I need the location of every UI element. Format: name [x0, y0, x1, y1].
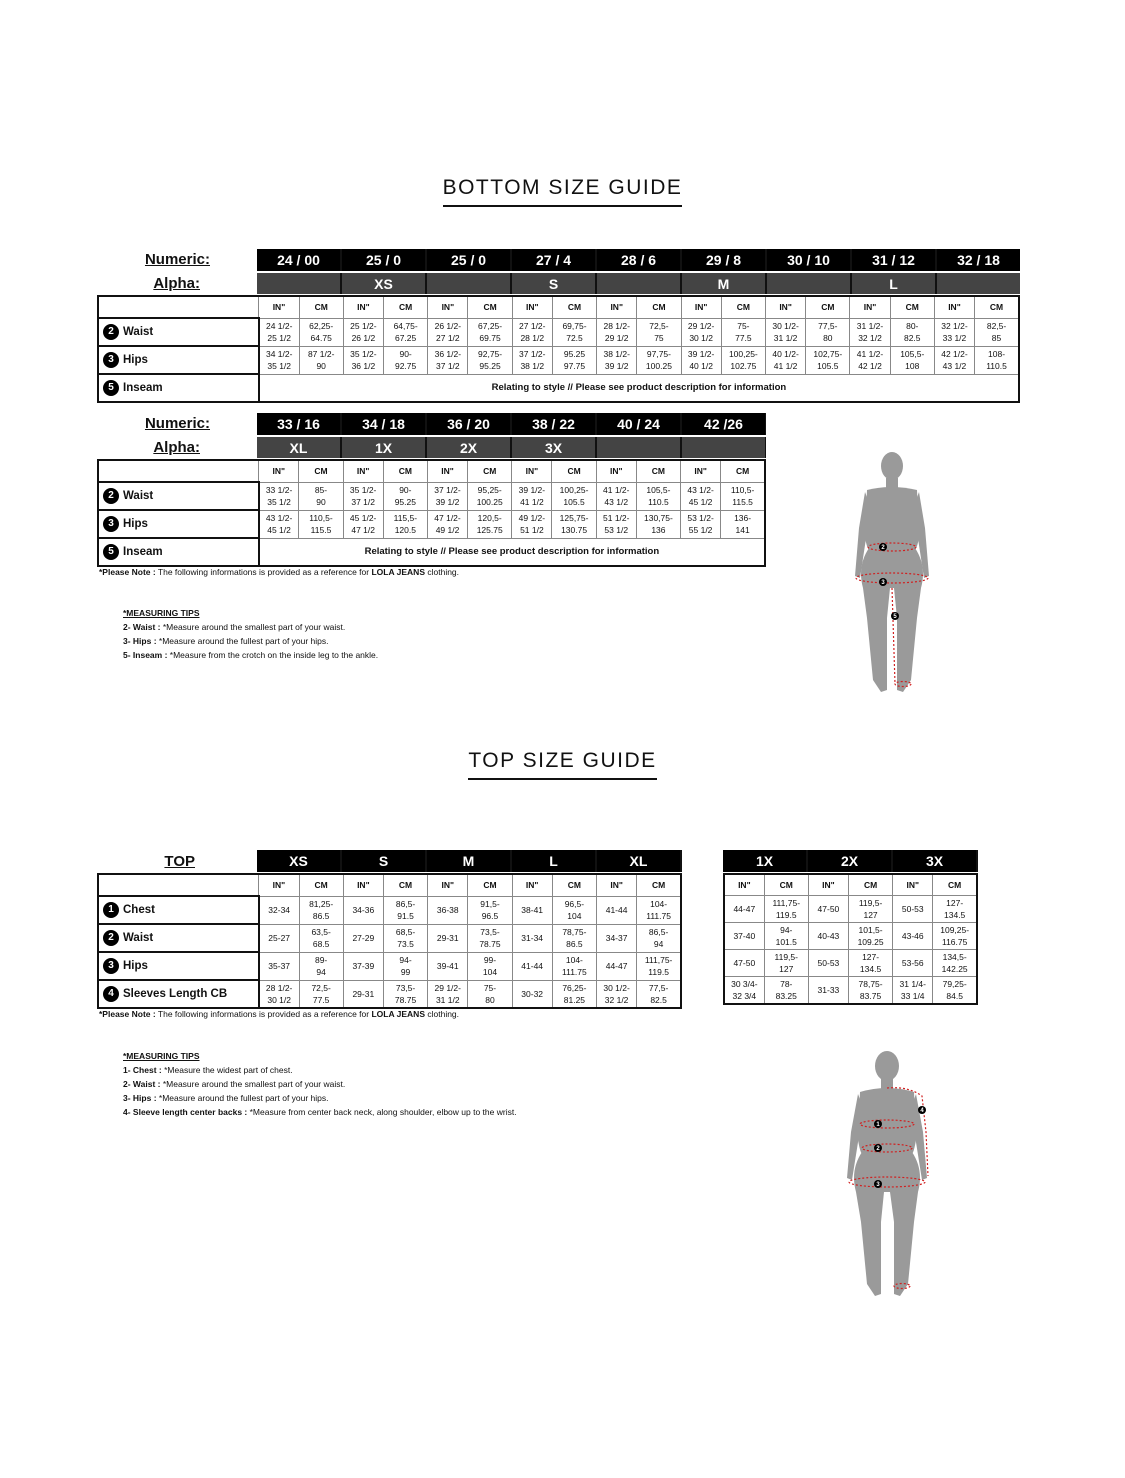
tip-item-1: 2- Waist : *Measure around the smallest part of your waist. — [123, 1079, 346, 1089]
numeric-size-7: 31 / 12 — [852, 249, 935, 271]
row-label-hips: 3 Hips — [98, 510, 259, 538]
cell-cm: 136- 141 — [721, 510, 765, 538]
alpha-size-2-1: 1X — [342, 437, 425, 458]
row-label-waist: 2 Waist — [98, 318, 259, 346]
cell-in: 50-53 — [893, 896, 933, 923]
cell-cm: 72,5- 75 — [637, 318, 681, 346]
cell-in: 40-43 — [808, 923, 848, 950]
unit-in: IN" — [512, 460, 552, 482]
unit-in: IN" — [259, 296, 299, 318]
measure-badge-label: 1 — [876, 1122, 880, 1128]
unit-in: IN" — [724, 874, 764, 896]
unit-in: IN" — [512, 874, 552, 896]
cell-cm: 82,5- 85 — [975, 318, 1019, 346]
unit-in: IN" — [765, 296, 805, 318]
top-size-0: XS — [257, 850, 340, 872]
unit-in: IN" — [681, 296, 721, 318]
tip-item-2: 5- Inseam : *Measure from the crotch on the inside leg to the ankle. — [123, 650, 379, 660]
tip-item-0: 2- Waist : *Measure around the smallest part of your waist. — [123, 622, 346, 632]
numeric-size-1: 25 / 0 — [342, 249, 425, 271]
cell-in: 47-50 — [808, 896, 848, 923]
table-row-waist — [98, 924, 681, 952]
unit-in: IN" — [343, 874, 383, 896]
unit-in: IN" — [597, 296, 637, 318]
alpha-label-2: Alpha: — [153, 439, 200, 456]
unit-row — [724, 874, 977, 896]
unit-in: IN" — [596, 460, 636, 482]
top-size-guide-title: TOP SIZE GUIDE — [0, 749, 1125, 780]
unit-cm: CM — [468, 460, 512, 482]
cell-in: 44-47 — [597, 952, 637, 980]
unit-in: IN" — [512, 296, 552, 318]
cell-in: 44-47 — [724, 896, 764, 923]
cell-cm: 78,75- 83.75 — [848, 977, 892, 1005]
numeric-size-4: 28 / 6 — [597, 249, 680, 271]
cell-in: 53-56 — [893, 950, 933, 977]
numeric-size-2-2: 36 / 20 — [427, 413, 510, 435]
tip-item-0: 1- Chest : *Measure the widest part of chest. — [123, 1065, 293, 1075]
cell-cm: 119,5- 127 — [764, 950, 808, 977]
inseam-note: Relating to style // Please see product description for information — [259, 538, 765, 566]
top-size-right-2: 3X — [893, 850, 976, 872]
cell-in: 32-34 — [259, 896, 299, 924]
numeric-size-header-2 — [257, 413, 766, 435]
table-row-chest — [724, 896, 977, 923]
unit-cm: CM — [848, 874, 892, 896]
cell-in: 51 1/2- 53 1/2 — [596, 510, 636, 538]
numeric-size-0: 24 / 00 — [257, 249, 340, 271]
cell-in: 30 1/2- 31 1/2 — [765, 318, 805, 346]
cell-in: 47-50 — [724, 950, 764, 977]
cell-cm: 101,5- 109.25 — [848, 923, 892, 950]
unit-row — [98, 460, 765, 482]
unit-cm: CM — [764, 874, 808, 896]
cell-in: 35 1/2- 36 1/2 — [343, 346, 383, 374]
cell-cm: 100,25- 102.75 — [721, 346, 765, 374]
row-label-sleeves: 4 Sleeves Length CB — [98, 980, 259, 1008]
cell-in: 33 1/2- 35 1/2 — [259, 482, 299, 510]
unit-cm: CM — [637, 296, 681, 318]
table-row-hips — [98, 346, 1019, 374]
cell-cm: 110,5- 115.5 — [721, 482, 765, 510]
unit-in: IN" — [259, 460, 299, 482]
cell-in: 28 1/2- 30 1/2 — [259, 980, 299, 1008]
unit-cm: CM — [299, 874, 343, 896]
top-size-table-left — [97, 873, 682, 1009]
cell-cm: 108- 110.5 — [975, 346, 1019, 374]
measure-badge-label: 2 — [881, 545, 885, 551]
cell-in: 29-31 — [343, 980, 383, 1008]
cell-cm: 62,25- 64.75 — [299, 318, 343, 346]
alpha-size-header-2 — [257, 437, 766, 458]
cell-in: 38 1/2- 39 1/2 — [597, 346, 637, 374]
table-row-waist — [98, 482, 765, 510]
cell-cm: 89- 94 — [299, 952, 343, 980]
cell-in: 31-33 — [808, 977, 848, 1005]
top-size-header-left — [257, 850, 682, 872]
cell-in: 34 1/2- 35 1/2 — [259, 346, 299, 374]
cell-in: 26 1/2- 27 1/2 — [428, 318, 468, 346]
bottom-size-table-2 — [97, 459, 766, 567]
alpha-size-5: M — [682, 273, 765, 294]
unit-cm: CM — [806, 296, 850, 318]
cell-in: 36 1/2- 37 1/2 — [428, 346, 468, 374]
cell-in: 41-44 — [597, 896, 637, 924]
alpha-size-2 — [427, 273, 510, 294]
alpha-size-2-3: 3X — [512, 437, 595, 458]
unit-row — [98, 296, 1019, 318]
cell-cm: 115,5- 120.5 — [383, 510, 427, 538]
cell-cm: 130,75- 136 — [636, 510, 680, 538]
cell-cm: 92,75- 95.25 — [468, 346, 512, 374]
numeric-size-8: 32 / 18 — [937, 249, 1020, 271]
cell-in: 35 1/2- 37 1/2 — [343, 482, 383, 510]
top-size-1: S — [342, 850, 425, 872]
cell-in: 35-37 — [259, 952, 299, 980]
cell-in: 53 1/2- 55 1/2 — [681, 510, 721, 538]
cell-cm: 90- 92.75 — [384, 346, 428, 374]
unit-cm: CM — [383, 460, 427, 482]
cell-cm: 127- 134.5 — [933, 896, 977, 923]
numeric-label: Numeric: — [144, 251, 210, 268]
table-row-chest — [98, 896, 681, 924]
measure-badge-label: 4 — [920, 1108, 924, 1114]
tip-item-2: 3- Hips : *Measure around the fullest part of your hips. — [123, 1093, 329, 1103]
number-badge-icon: 2 — [103, 488, 119, 504]
unit-cm: CM — [975, 296, 1019, 318]
cell-in: 31-34 — [512, 924, 552, 952]
measure-badge-label: 3 — [876, 1182, 880, 1188]
cell-in: 37 1/2- 39 1/2 — [427, 482, 467, 510]
table-row-waist — [724, 923, 977, 950]
table-row-waist — [98, 318, 1019, 346]
row-label-inseam: 5 Inseam — [98, 538, 259, 566]
unit-in: IN" — [808, 874, 848, 896]
table-row-hips — [98, 952, 681, 980]
unit-cm: CM — [552, 460, 596, 482]
unit-cm: CM — [721, 460, 765, 482]
alpha-size-4 — [597, 273, 680, 294]
number-badge-icon: 3 — [103, 516, 119, 532]
measure-badge-label: 3 — [881, 580, 885, 586]
cell-cm: 105,5- 108 — [890, 346, 934, 374]
cell-in: 47 1/2- 49 1/2 — [427, 510, 467, 538]
unit-cm: CM — [890, 296, 934, 318]
number-badge-icon: 4 — [103, 986, 119, 1002]
cell-cm: 68,5- 73.5 — [383, 924, 427, 952]
table-row-sleeves — [98, 980, 681, 1008]
cell-cm: 100,25- 105.5 — [552, 482, 596, 510]
measure-badge-label: 2 — [876, 1146, 880, 1152]
cell-in: 27-29 — [343, 924, 383, 952]
cell-cm: 81,25- 86.5 — [299, 896, 343, 924]
bottom-size-guide-title: BOTTOM SIZE GUIDE — [0, 176, 1125, 207]
cell-in: 29-31 — [428, 924, 468, 952]
alpha-size-6 — [767, 273, 850, 294]
cell-cm: 104- 111.75 — [637, 896, 681, 924]
alpha-size-8 — [937, 273, 1020, 294]
cell-cm: 69,75- 72.5 — [552, 318, 596, 346]
top-body-figure — [838, 1048, 938, 1302]
cell-in: 37-40 — [724, 923, 764, 950]
number-badge-icon: 1 — [103, 902, 119, 918]
cell-cm: 73,5- 78.75 — [468, 924, 512, 952]
cell-in: 42 1/2- 43 1/2 — [934, 346, 974, 374]
cell-cm: 86,5- 91.5 — [383, 896, 427, 924]
row-label-inseam: 5 Inseam — [98, 374, 259, 402]
unit-in: IN" — [259, 874, 299, 896]
cell-in: 25 1/2- 26 1/2 — [343, 318, 383, 346]
cell-cm: 127- 134.5 — [848, 950, 892, 977]
numeric-label-2: Numeric: — [144, 415, 210, 432]
top-size-table-right — [723, 873, 978, 1005]
top-size-header-right — [723, 850, 978, 872]
alpha-size-2-5 — [682, 437, 765, 458]
alpha-size-2-0: XL — [257, 437, 340, 458]
alpha-size-3: S — [512, 273, 595, 294]
number-badge-icon: 5 — [103, 380, 119, 396]
cell-in: 27 1/2- 28 1/2 — [512, 318, 552, 346]
alpha-size-1: XS — [342, 273, 425, 294]
cell-cm: 111,75- 119.5 — [764, 896, 808, 923]
unit-in: IN" — [343, 296, 383, 318]
unit-cm: CM — [552, 874, 596, 896]
cell-cm: 64,75- 67.25 — [384, 318, 428, 346]
cell-in: 31 1/2- 32 1/2 — [850, 318, 890, 346]
cell-in: 25-27 — [259, 924, 299, 952]
cell-cm: 76,25- 81.25 — [552, 980, 596, 1008]
cell-cm: 119,5- 127 — [848, 896, 892, 923]
top-please-note: *Please Note : The following informations is provided as a reference for LOLA JEANS clothing. — [99, 1009, 460, 1019]
cell-cm: 94- 99 — [383, 952, 427, 980]
cell-in: 39-41 — [428, 952, 468, 980]
numeric-size-header — [257, 249, 1020, 271]
cell-in: 40 1/2- 41 1/2 — [765, 346, 805, 374]
unit-in: IN" — [681, 460, 721, 482]
cell-in: 41 1/2- 42 1/2 — [850, 346, 890, 374]
bottom-size-table-1 — [97, 295, 1020, 403]
top-size-4: XL — [597, 850, 680, 872]
cell-in: 50-53 — [808, 950, 848, 977]
cell-cm: 63,5- 68.5 — [299, 924, 343, 952]
row-label-waist: 2 Waist — [98, 482, 259, 510]
unit-in: IN" — [893, 874, 933, 896]
unit-cm: CM — [637, 874, 681, 896]
cell-cm: 72,5- 77.5 — [299, 980, 343, 1008]
cell-cm: 125,75- 130.75 — [552, 510, 596, 538]
cell-cm: 79,25- 84.5 — [933, 977, 977, 1005]
cell-cm: 78,75- 86.5 — [552, 924, 596, 952]
cell-cm: 91,5- 96.5 — [468, 896, 512, 924]
table-row-inseam — [98, 538, 765, 566]
cell-in: 43-46 — [893, 923, 933, 950]
row-label-waist: 2 Waist — [98, 924, 259, 952]
cell-in: 30 1/2- 32 1/2 — [597, 980, 637, 1008]
cell-cm: 77,5- 80 — [806, 318, 850, 346]
cell-cm: 80- 82.5 — [890, 318, 934, 346]
number-badge-icon: 3 — [103, 352, 119, 368]
cell-in: 37 1/2- 38 1/2 — [512, 346, 552, 374]
alpha-size-2-2: 2X — [427, 437, 510, 458]
unit-in: IN" — [428, 874, 468, 896]
unit-cm: CM — [299, 296, 343, 318]
unit-in: IN" — [428, 296, 468, 318]
cell-cm: 78- 83.25 — [764, 977, 808, 1005]
cell-cm: 85- 90 — [299, 482, 343, 510]
top-size-right-1: 2X — [808, 850, 891, 872]
table-row-hips — [724, 950, 977, 977]
unit-in: IN" — [343, 460, 383, 482]
unit-cm: CM — [933, 874, 977, 896]
numeric-size-5: 29 / 8 — [682, 249, 765, 271]
cell-in: 38-41 — [512, 896, 552, 924]
alpha-size-0 — [257, 273, 340, 294]
cell-cm: 87 1/2- 90 — [299, 346, 343, 374]
unit-in: IN" — [597, 874, 637, 896]
unit-in: IN" — [934, 296, 974, 318]
cell-in: 29 1/2- 30 1/2 — [681, 318, 721, 346]
cell-in: 28 1/2- 29 1/2 — [597, 318, 637, 346]
cell-cm: 95.25 97.75 — [552, 346, 596, 374]
top-size-right-0: 1X — [723, 850, 806, 872]
cell-in: 31 1/4- 33 1/4 — [893, 977, 933, 1005]
number-badge-icon: 5 — [103, 544, 119, 560]
row-label-hips: 3 Hips — [98, 346, 259, 374]
cell-in: 41 1/2- 43 1/2 — [596, 482, 636, 510]
tip-item-3: 4- Sleeve length center backs : *Measure from center back neck, along shoulder, elbow up to the wrist. — [123, 1107, 517, 1117]
numeric-size-2-4: 40 / 24 — [597, 413, 680, 435]
cell-in: 37-39 — [343, 952, 383, 980]
number-badge-icon: 3 — [103, 958, 119, 974]
cell-cm: 96,5- 104 — [552, 896, 596, 924]
cell-cm: 111,75- 119.5 — [637, 952, 681, 980]
bottom-measuring-tips: *MEASURING TIPS 2- Waist : *Measure around the smallest part of your waist. 3- Hips : *Measure around the fullest part of your hips. 5- Inseam : *Measure from the crotch on the inside leg to the ankle. — [123, 608, 379, 660]
cell-in: 43 1/2- 45 1/2 — [681, 482, 721, 510]
unit-cm: CM — [636, 460, 680, 482]
cell-cm: 120,5- 125.75 — [468, 510, 512, 538]
cell-cm: 77,5- 82.5 — [637, 980, 681, 1008]
unit-cm: CM — [721, 296, 765, 318]
numeric-size-2: 25 / 0 — [427, 249, 510, 271]
cell-cm: 73,5- 78.75 — [383, 980, 427, 1008]
table-row-inseam — [98, 374, 1019, 402]
cell-cm: 90- 95.25 — [383, 482, 427, 510]
cell-in: 39 1/2- 41 1/2 — [512, 482, 552, 510]
cell-cm: 94- 101.5 — [764, 923, 808, 950]
number-badge-icon: 2 — [103, 324, 119, 340]
alpha-size-2-4 — [597, 437, 680, 458]
cell-in: 45 1/2- 47 1/2 — [343, 510, 383, 538]
numeric-size-6: 30 / 10 — [767, 249, 850, 271]
cell-in: 30-32 — [512, 980, 552, 1008]
cell-in: 41-44 — [512, 952, 552, 980]
cell-cm: 86,5- 94 — [637, 924, 681, 952]
unit-cm: CM — [552, 296, 596, 318]
cell-cm: 75- 77.5 — [721, 318, 765, 346]
table-row-sleeves — [724, 977, 977, 1005]
alpha-size-header — [257, 273, 1020, 294]
alpha-size-7: L — [852, 273, 935, 294]
cell-in: 36-38 — [428, 896, 468, 924]
table-row-hips — [98, 510, 765, 538]
unit-row — [98, 874, 681, 896]
cell-cm: 134,5- 142.25 — [933, 950, 977, 977]
numeric-size-2-0: 33 / 16 — [257, 413, 340, 435]
numeric-size-2-1: 34 / 18 — [342, 413, 425, 435]
unit-cm: CM — [468, 296, 512, 318]
cell-in: 24 1/2- 25 1/2 — [259, 318, 299, 346]
alpha-label: Alpha: — [153, 275, 200, 292]
cell-cm: 75- 80 — [468, 980, 512, 1008]
inseam-note: Relating to style // Please see product description for information — [259, 374, 1019, 402]
numeric-size-3: 27 / 4 — [512, 249, 595, 271]
cell-cm: 67,25- 69.75 — [468, 318, 512, 346]
cell-cm: 110,5- 115.5 — [299, 510, 343, 538]
cell-in: 29 1/2- 31 1/2 — [428, 980, 468, 1008]
cell-cm: 95,25- 100.25 — [468, 482, 512, 510]
cell-in: 34-37 — [597, 924, 637, 952]
unit-cm: CM — [299, 460, 343, 482]
top-label: TOP — [164, 853, 195, 870]
row-label-chest: 1 Chest — [98, 896, 259, 924]
numeric-size-2-5: 42 /26 — [682, 413, 765, 435]
top-size-3: L — [512, 850, 595, 872]
top-size-2: M — [427, 850, 510, 872]
unit-cm: CM — [383, 874, 427, 896]
number-badge-icon: 2 — [103, 930, 119, 946]
cell-cm: 99- 104 — [468, 952, 512, 980]
cell-cm: 105,5- 110.5 — [636, 482, 680, 510]
cell-cm: 97,75- 100.25 — [637, 346, 681, 374]
cell-in: 39 1/2- 40 1/2 — [681, 346, 721, 374]
numeric-size-2-3: 38 / 22 — [512, 413, 595, 435]
bottom-please-note: *Please Note : The following informations is provided as a reference for LOLA JEANS clothing. — [99, 567, 460, 577]
cell-in: 30 3/4- 32 3/4 — [724, 977, 764, 1005]
cell-cm: 104- 111.75 — [552, 952, 596, 980]
unit-in: IN" — [850, 296, 890, 318]
tip-item-1: 3- Hips : *Measure around the fullest part of your hips. — [123, 636, 329, 646]
unit-cm: CM — [468, 874, 512, 896]
cell-in: 49 1/2- 51 1/2 — [512, 510, 552, 538]
top-measuring-tips: *MEASURING TIPS 1- Chest : *Measure the widest part of chest. 2- Waist : *Measure around the smallest part of your waist. 3- Hips : *Measure around the fullest part of your hips. 4- Sleeve length center backs : *Measure from center back neck, along shoulder, elbow up to the wrist. — [123, 1051, 517, 1117]
unit-cm: CM — [384, 296, 428, 318]
cell-cm: 102,75- 105.5 — [806, 346, 850, 374]
row-label-hips: 3 Hips — [98, 952, 259, 980]
cell-in: 34-36 — [343, 896, 383, 924]
measure-badge-label: 5 — [893, 614, 897, 620]
cell-cm: 109,25- 116.75 — [933, 923, 977, 950]
cell-in: 43 1/2- 45 1/2 — [259, 510, 299, 538]
bottom-body-figure — [845, 448, 940, 700]
unit-in: IN" — [427, 460, 467, 482]
cell-in: 32 1/2- 33 1/2 — [934, 318, 974, 346]
